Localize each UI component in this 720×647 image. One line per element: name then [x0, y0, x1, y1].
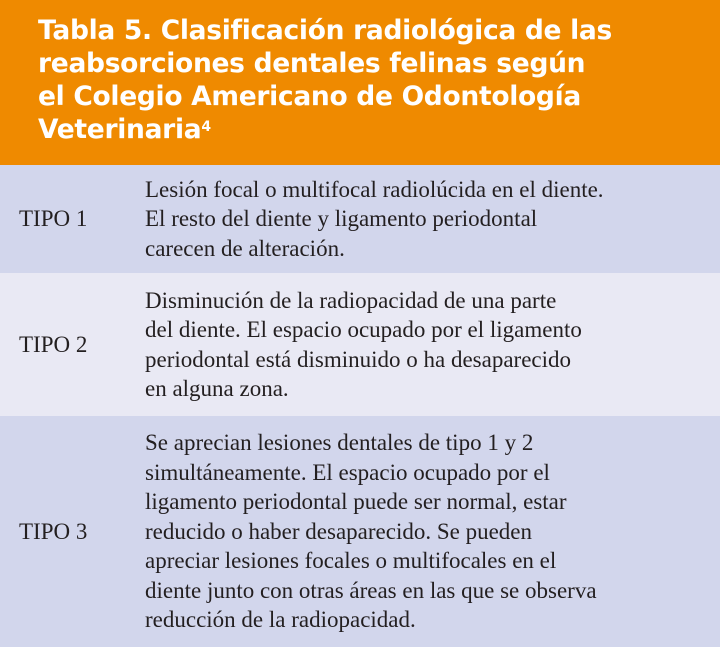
description-line: ligamento periodontal puede ser normal, estar [145, 489, 567, 515]
description-line: simultáneamente. El espacio ocupado por el [145, 459, 550, 485]
table-row [0, 165, 720, 273]
type-label: TIPO 2 [19, 331, 88, 357]
table-title [0, 0, 720, 165]
table-row [0, 273, 720, 416]
description-line: reducido o haber desaparecido. Se pueden [145, 518, 533, 544]
reference-superscript: 4 [201, 119, 211, 135]
description-line: reducción de la radiopacidad. [145, 607, 416, 633]
description-line: Disminución de la radiopacidad de una parte [145, 287, 557, 313]
description-line: apreciar lesiones focales o multifocales en el [145, 548, 557, 574]
title-line: Tabla 5. Clasificación radiológica de las [38, 15, 612, 46]
type-label: TIPO 3 [19, 518, 88, 544]
description-line: carecen de alteración. [145, 235, 345, 261]
description-line: diente junto con otras áreas en las que se observa [145, 577, 597, 603]
type-description [145, 175, 720, 264]
description-line: Se aprecian lesiones dentales de tipo 1 y 2 [145, 430, 534, 456]
description-line: en alguna zona. [145, 376, 289, 401]
type-description [145, 286, 720, 404]
type-label: TIPO 1 [19, 206, 88, 232]
description-line: Lesión focal o multifocal radiolúcida en el diente. [145, 176, 604, 202]
description-line: del diente. El espacio ocupado por el ligamento [145, 317, 582, 342]
title-line [38, 113, 720, 146]
description-line: El resto del diente y ligamento periodontal [145, 206, 538, 232]
title-line: el Colegio Americano de Odontología [38, 81, 581, 112]
type-description [145, 428, 720, 635]
table-row [0, 416, 720, 647]
description-line: periodontal está disminuido o ha desaparecido [145, 346, 572, 372]
title-text: Veterinaria [38, 114, 202, 145]
title-line: reabsorciones dentales felinas según [38, 48, 586, 79]
